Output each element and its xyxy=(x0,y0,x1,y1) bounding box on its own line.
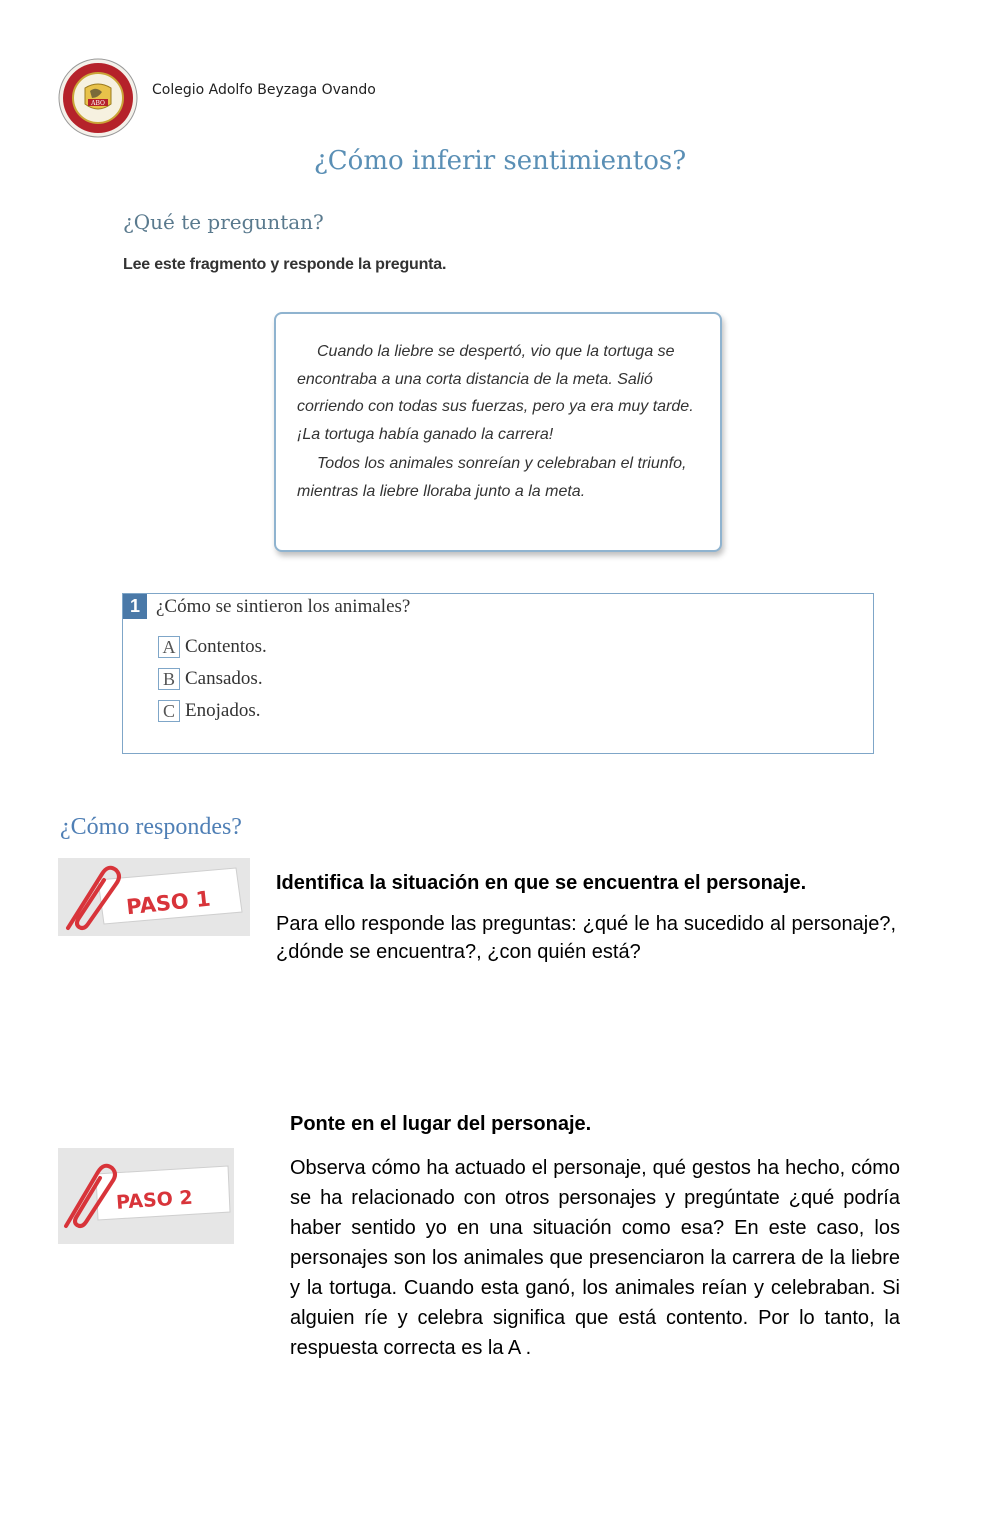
option-letter: A xyxy=(158,636,180,658)
paso2-label: PASO 2 xyxy=(115,1186,194,1214)
question-number: 1 xyxy=(123,594,147,619)
option-c[interactable] xyxy=(158,700,260,724)
paso1-badge-graphic xyxy=(58,858,250,936)
option-letter: C xyxy=(158,700,180,722)
option-text: Enojados. xyxy=(185,700,261,721)
fragment-paragraph: Cuando la liebre se despertó, vio que la tortuga se encontraba a una corta distancia de la meta. Salió corriendo con todas sus fuerzas, pero ya era muy tarde. ¡La tortuga había ganado la carrera! xyxy=(297,343,694,443)
svg-text:ABO: ABO xyxy=(91,100,105,107)
answer-heading: ¿Cómo respondes? xyxy=(60,814,242,840)
paso1-badge xyxy=(58,858,250,936)
option-letter: B xyxy=(158,668,180,690)
step1-body: Para ello responde las preguntas: ¿qué le ha sucedido al personaje?, ¿dónde se encuentra?, ¿con quién está? xyxy=(276,913,896,963)
page-title: ¿Cómo inferir sentimientos? xyxy=(313,146,687,176)
option-text: Contentos. xyxy=(185,636,267,657)
paso2-badge xyxy=(58,1148,234,1244)
instruction-text: Lee este fragmento y responde la pregunta. xyxy=(123,256,447,273)
option-a[interactable] xyxy=(158,636,267,660)
fragment-paragraph: Todos los animales sonreían y celebraban el triunfo, mientras la liebre lloraba junto a la meta. xyxy=(297,455,687,500)
step1-heading: Identifica la situación en que se encuentra el personaje. xyxy=(276,872,807,894)
reading-fragment xyxy=(274,312,722,552)
option-b[interactable] xyxy=(158,668,263,692)
school-name: Colegio Adolfo Beyzaga Ovando xyxy=(152,82,376,98)
step2-heading: Ponte en el lugar del personaje. xyxy=(290,1113,592,1135)
paso2-badge-graphic xyxy=(58,1148,234,1244)
step2-body: Observa cómo ha actuado el personaje, qué gestos ha hecho, cómo se ha relacionado con otros personajes y pregúntate ¿qué podría haber sentido yo en una situación como esa? En este caso, los personajes son los animales que presenciaron la carrera de la liebre y la tortuga. Cuando esta ganó, los animales reían y celebraban. Si alguien ríe y celebra significa que está contento. Por lo tanto, la respuesta correcta es la A . xyxy=(290,1157,900,1359)
paso1-label: PASO 1 xyxy=(125,886,212,920)
question-text: ¿Cómo se sintieron los animales? xyxy=(156,596,411,617)
option-text: Cansados. xyxy=(185,668,263,689)
section-subtitle: ¿Qué te preguntan? xyxy=(123,210,324,234)
school-crest-icon xyxy=(58,58,138,138)
